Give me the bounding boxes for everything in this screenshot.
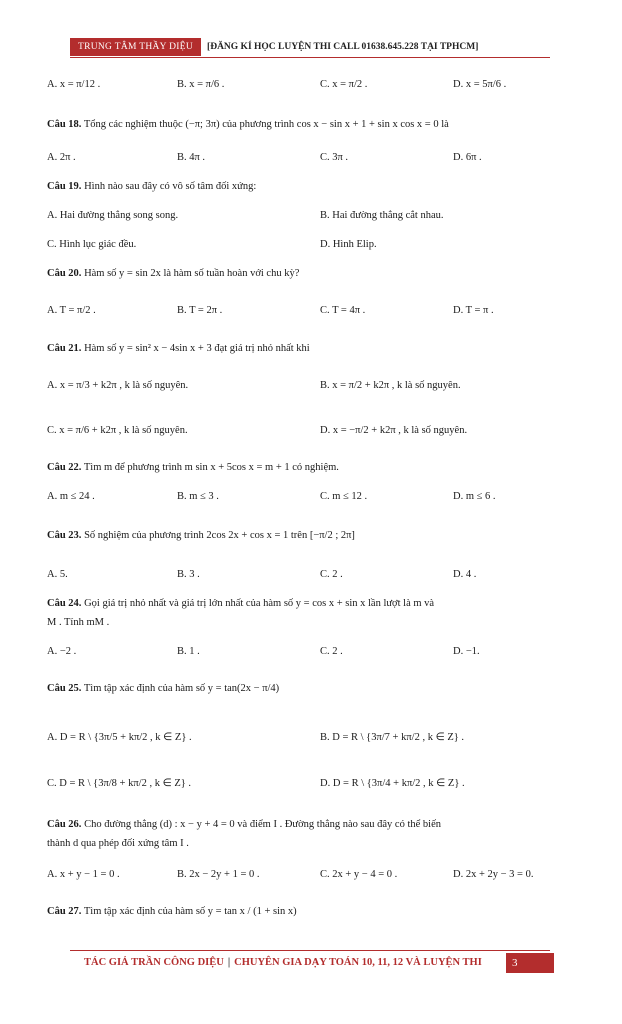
answer-option: C. D = R \ {3π/8 + kπ/2 , k ∈ Z} .: [47, 778, 192, 789]
question-text: [47, 906, 587, 917]
question-text: [47, 598, 587, 609]
question-body: Tìm m để phương trình m sin x + 5cos x = m + 1 có nghiệm.: [81, 462, 339, 473]
footer-divider: [70, 950, 550, 951]
answer-option: B. m ≤ 3 .: [177, 491, 219, 502]
question-text: [47, 462, 587, 473]
answer-option: A. x = π/12 .: [47, 79, 101, 90]
answer-option: C. 2x + y − 4 = 0 .: [320, 869, 398, 880]
answer-option: D. x = −π/2 + k2π , k là số nguyên.: [320, 425, 468, 436]
answer-option: C. x = π/2 .: [320, 79, 368, 90]
answer-option: A. 5.: [47, 569, 68, 580]
footer-author: TÁC GIẢ TRẦN CÔNG DIỆU: [84, 957, 224, 968]
answer-option: D. Hình Elip.: [320, 239, 377, 250]
answer-option: D. 2x + 2y − 3 = 0.: [453, 869, 534, 880]
question-text: [47, 119, 587, 130]
question-continuation: M . Tính mM .: [47, 617, 110, 628]
answer-option: B. 4π .: [177, 152, 206, 163]
question-number: Câu 24.: [47, 598, 82, 609]
question-number: Câu 21.: [47, 343, 82, 354]
question-body: Tổng các nghiệm thuộc (−π; 3π) của phương trình cos x − sin x + 1 + sin x cos x = 0 là: [81, 119, 449, 130]
answer-option: A. −2 .: [47, 646, 77, 657]
question-text: [47, 819, 587, 830]
answer-option: D. x = 5π/6 .: [453, 79, 507, 90]
answer-option: A. 2π .: [47, 152, 76, 163]
question-number: Câu 26.: [47, 819, 82, 830]
question-text: [47, 530, 587, 541]
footer-separator: |: [227, 957, 231, 968]
answer-option: A. m ≤ 24 .: [47, 491, 95, 502]
page-number: 3: [506, 953, 554, 973]
answer-option: C. Hình lục giác đều.: [47, 239, 137, 250]
question-body: Hình nào sau đây có vô số tâm đối xứng:: [81, 181, 257, 192]
answer-option: A. T = π/2 .: [47, 305, 96, 316]
question-body: Hàm số y = sin² x − 4sin x + 3 đạt giá trị nhỏ nhất khi: [81, 343, 310, 354]
question-text: [47, 181, 587, 192]
header-divider: [70, 57, 550, 58]
answer-option: D. −1.: [453, 646, 480, 657]
question-number: Câu 22.: [47, 462, 82, 473]
question-number: Câu 20.: [47, 268, 82, 279]
answer-option: B. 2x − 2y + 1 = 0 .: [177, 869, 260, 880]
answer-option: D. m ≤ 6 .: [453, 491, 496, 502]
answer-option: C. 3π .: [320, 152, 349, 163]
answer-option: A. Hai đường thẳng song song.: [47, 210, 179, 221]
question-body: Tìm tập xác định của hàm số y = tan(2x − π/4): [81, 683, 280, 694]
answer-option: C. 2 .: [320, 569, 343, 580]
page-header: [70, 38, 478, 56]
answer-option: C. T = 4π .: [320, 305, 366, 316]
answer-option: C. m ≤ 12 .: [320, 491, 368, 502]
answer-option: B. x = π/6 .: [177, 79, 225, 90]
answer-option: A. x = π/3 + k2π , k là số nguyên.: [47, 380, 189, 391]
question-body: Cho đường thẳng (d) : x − y + 4 = 0 và điểm I . Đường thẳng nào sau đây có thể biến: [81, 819, 442, 830]
question-body: Hàm số y = sin 2x là hàm số tuần hoàn với chu kỳ?: [81, 268, 300, 279]
header-registration: [ĐĂNG KÍ HỌC LUYỆN THI CALL 01638.645.228 TẠI TPHCM]: [207, 42, 479, 52]
answer-option: C. x = π/6 + k2π , k là số nguyên.: [47, 425, 188, 436]
question-text: [47, 268, 587, 279]
answer-option: D. D = R \ {3π/4 + kπ/2 , k ∈ Z} .: [320, 778, 465, 789]
answer-option: B. 3 .: [177, 569, 200, 580]
question-number: Câu 23.: [47, 530, 82, 541]
question-text: [47, 343, 587, 354]
question-body: Gọi giá trị nhỏ nhất và giá trị lớn nhất của hàm số y = cos x + sin x lần lượt là m và: [81, 598, 435, 609]
question-body: Số nghiệm của phương trình 2cos 2x + cos x = 1 trên [−π/2 ; 2π]: [81, 530, 355, 541]
answer-option: A. D = R \ {3π/5 + kπ/2 , k ∈ Z} .: [47, 732, 192, 743]
answer-option: B. Hai đường thẳng cắt nhau.: [320, 210, 444, 221]
answer-option: A. x + y − 1 = 0 .: [47, 869, 120, 880]
question-number: Câu 27.: [47, 906, 82, 917]
question-continuation: thành d qua phép đối xứng tâm I .: [47, 838, 189, 849]
header-brand: TRUNG TÂM THẦY DIỆU: [70, 38, 201, 56]
answer-option: B. 1 .: [177, 646, 200, 657]
question-body: Tìm tập xác định của hàm số y = tan x / (1 + sin x): [81, 906, 297, 917]
page-footer: [84, 957, 482, 968]
answer-option: B. T = 2π .: [177, 305, 223, 316]
question-text: [47, 683, 587, 694]
answer-option: B. D = R \ {3π/7 + kπ/2 , k ∈ Z} .: [320, 732, 465, 743]
footer-tagline: CHUYÊN GIA DẠY TOÁN 10, 11, 12 VÀ LUYỆN THI: [234, 957, 482, 968]
answer-option: D. T = π .: [453, 305, 494, 316]
answer-option: D. 4 .: [453, 569, 477, 580]
question-number: Câu 18.: [47, 119, 82, 130]
answer-option: D. 6π .: [453, 152, 482, 163]
question-number: Câu 25.: [47, 683, 82, 694]
answer-option: B. x = π/2 + k2π , k là số nguyên.: [320, 380, 461, 391]
answer-option: C. 2 .: [320, 646, 343, 657]
question-number: Câu 19.: [47, 181, 82, 192]
